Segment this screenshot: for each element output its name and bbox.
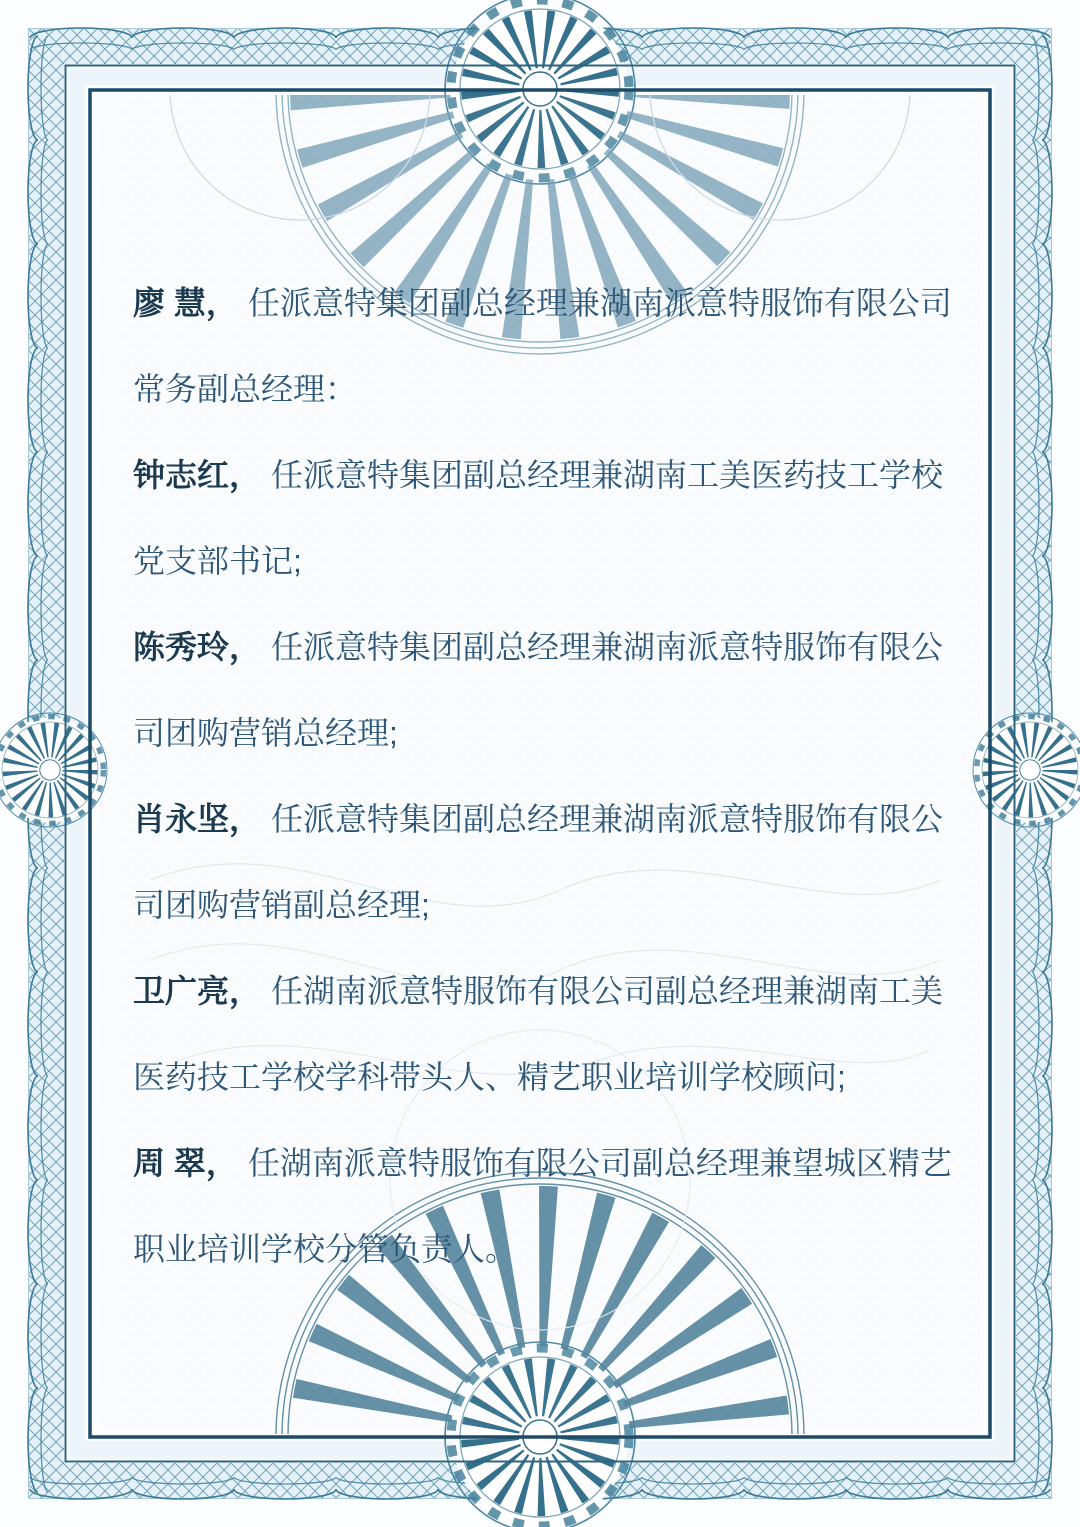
appointment-list [133, 260, 973, 1292]
appointment-text: 任派意特集团副总经理兼湖南派意特服饰有限公 [271, 801, 944, 837]
appointment-line [133, 518, 973, 604]
appointment-line [133, 432, 973, 518]
appointment-text: 任派意特集团副总经理兼湖南派意特服饰有限公司 [247, 285, 952, 321]
person-name: 肖永坚， [133, 801, 262, 837]
appointment-text: 任派意特集团副总经理兼湖南派意特服饰有限公 [271, 629, 944, 665]
appointment-line [133, 862, 973, 948]
appointment-line [133, 1120, 973, 1206]
appointment-text: 医药技工学校学科带头人、精艺职业培训学校顾问; [133, 1059, 846, 1095]
appointment-text: 党支部书记; [133, 543, 302, 579]
person-name: 周 翠， [133, 1145, 238, 1181]
person-name: 钟志红， [133, 457, 262, 493]
appointment-text: 任派意特集团副总经理兼湖南工美医药技工学校 [271, 457, 944, 493]
appointment-text: 司团购营销副总经理; [133, 887, 430, 923]
appointment-text: 任湖南派意特服饰有限公司副总经理兼湖南工美 [271, 973, 944, 1009]
person-name: 陈秀玲， [133, 629, 262, 665]
appointment-line [133, 776, 973, 862]
appointment-line [133, 604, 973, 690]
appointment-line [133, 1206, 973, 1292]
appointment-line [133, 260, 973, 346]
appointment-text: 司团购营销总经理; [133, 715, 398, 751]
appointment-line [133, 1034, 973, 1120]
person-name: 廖 慧， [133, 285, 238, 321]
appointment-line [133, 346, 973, 432]
appointment-text: 职业培训学校分管负责人。 [133, 1231, 518, 1267]
person-name: 卫广亮， [133, 973, 262, 1009]
appointment-text: 常务副总经理： [133, 371, 358, 407]
appointment-line [133, 948, 973, 1034]
appointment-text: 任湖南派意特服饰有限公司副总经理兼望城区精艺 [247, 1145, 952, 1181]
appointment-line [133, 690, 973, 776]
